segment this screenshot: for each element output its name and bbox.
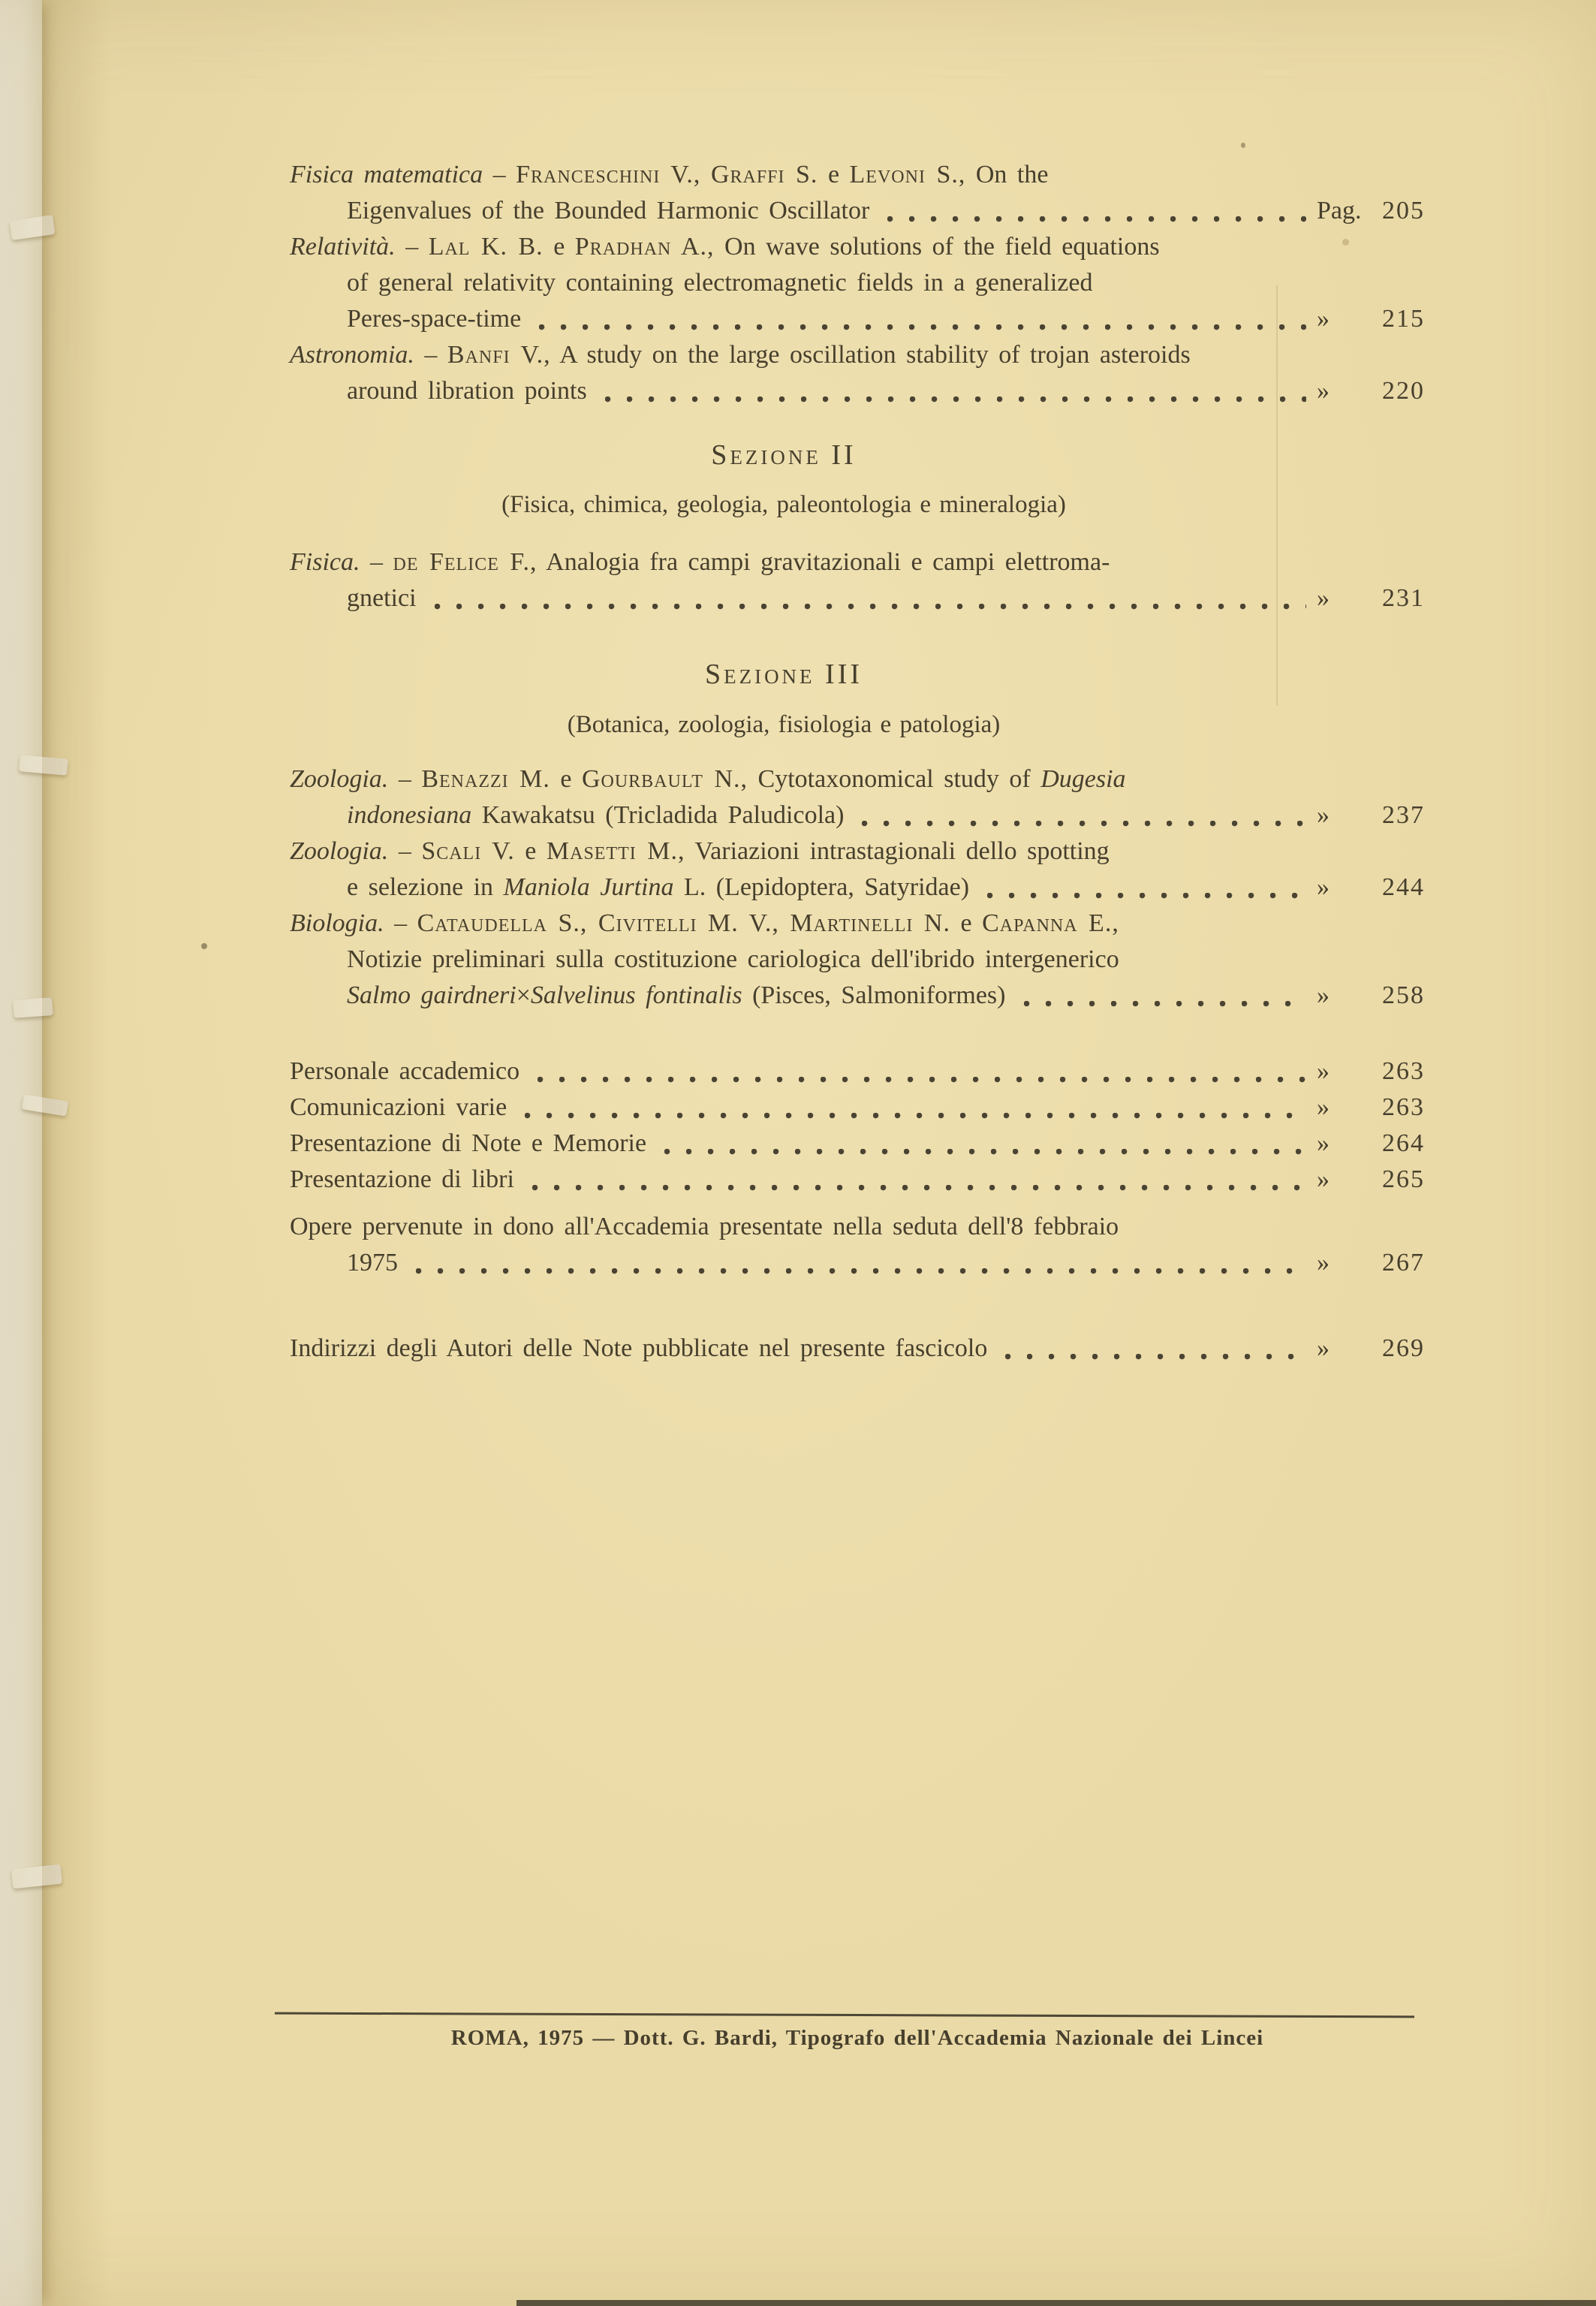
toc-section-2-entries [290, 544, 1425, 616]
toc-line [290, 833, 1425, 870]
toc-section-1-entries [290, 157, 1425, 409]
toc-line [290, 1054, 1425, 1090]
page-ref-label: » [1317, 981, 1329, 1009]
page-number: 264 [1382, 1129, 1425, 1157]
section-2-heading: Sezione II [711, 439, 857, 471]
page-ref-label: » [1317, 1249, 1329, 1277]
page-number: 220 [1382, 377, 1425, 405]
toc-line [290, 761, 1425, 797]
toc-line-text: e selezione in Maniola Jurtina L. (Lepidoptera, Satyridae) [347, 873, 970, 901]
toc-line-text: Presentazione di libri [290, 1165, 514, 1193]
page-number: 205 [1382, 197, 1425, 225]
section-2-subtitle: (Fisica, chimica, geologia, paleontologia e mineralogia) [501, 491, 1066, 518]
toc-line [290, 978, 1425, 1014]
toc-line-text: gnetici [347, 584, 417, 612]
toc-line-text: Presentazione di Note e Memorie [290, 1129, 647, 1157]
toc-line-text: Astronomia. – Banfi V., A study on the large oscillation stability of trojan asteroids [290, 341, 1191, 369]
page-ref-label: » [1317, 377, 1329, 405]
toc-line [290, 373, 1425, 409]
dot-leader [535, 300, 1306, 330]
toc-line-text: Fisica. – de Felice F., Analogia fra campi gravitazionali e campi elettroma- [290, 548, 1110, 576]
scan-bottom-edge [516, 2300, 1596, 2306]
dot-leader [528, 1161, 1306, 1191]
toc-line [290, 942, 1425, 978]
toc-misc-entries [290, 1054, 1425, 1198]
page-number: 269 [1382, 1334, 1425, 1362]
torn-paper-edge [0, 0, 42, 2306]
page-number: 231 [1382, 584, 1425, 612]
toc-opere-entry [290, 1209, 1425, 1281]
page-ref-label: » [1317, 873, 1329, 901]
toc-line [290, 1245, 1425, 1281]
toc-line [290, 1090, 1425, 1126]
dot-leader [1019, 977, 1307, 1007]
toc-section-3-entries [290, 761, 1425, 1014]
page-number: 244 [1382, 873, 1425, 901]
dot-leader [983, 869, 1306, 899]
toc-line-text: Indirizzi degli Autori delle Note pubblicate nel presente fascicolo [290, 1334, 988, 1362]
section-3-subtitle: (Botanica, zoologia, fisiologia e patologia) [567, 711, 1001, 738]
toc-indirizzi-entry [290, 1331, 1425, 1367]
page-number: 258 [1382, 981, 1425, 1009]
imprint-line: ROMA, 1975 — Dott. G. Bardi, Tipografo dell'Accademia Nazionale dei Lincei [450, 2026, 1264, 2050]
dot-leader [883, 192, 1306, 222]
page-ref-label: » [1317, 584, 1329, 612]
page-ref-label: » [1317, 1057, 1329, 1085]
toc-line [290, 580, 1425, 616]
toc-line-text: Zoologia. – Scali V. e Masetti M., Variazioni intrastagionali dello spotting [290, 837, 1110, 865]
page-ref-label: Pag. [1317, 197, 1362, 225]
paper-speck [1241, 143, 1245, 148]
toc-line-text: Eigenvalues of the Bounded Harmonic Oscillator [347, 197, 870, 225]
footer-rule [275, 2012, 1414, 2018]
dot-leader [660, 1125, 1306, 1155]
toc-line-text: Zoologia. – Benazzi M. e Gourbault N., Cytotaxonomical study of Dugesia [290, 765, 1126, 793]
dot-leader [533, 1053, 1306, 1083]
toc-line-text: Personale accademico [290, 1057, 520, 1085]
toc-line-text: Notizie preliminari sulla costituzione cariologica dell'ibrido intergenerico [347, 945, 1119, 973]
toc-line-text: indonesiana Kawakatsu (Tricladida Paludicola) [347, 801, 845, 829]
edge-shadow [42, 0, 111, 2306]
page-number: 263 [1382, 1057, 1425, 1085]
page-ref-label: » [1317, 1129, 1329, 1157]
toc-line [290, 1209, 1425, 1245]
page-number: 263 [1382, 1093, 1425, 1121]
dot-leader [411, 1244, 1306, 1274]
page-ref-label: » [1317, 801, 1329, 829]
toc-line-text: Biologia. – Cataudella S., Civitelli M. V., Martinelli N. e Capanna E., [290, 909, 1119, 937]
toc-line-text: of general relativity containing electromagnetic fields in a generalized [347, 269, 1093, 297]
toc-line [290, 906, 1425, 942]
dot-leader [520, 1089, 1306, 1119]
toc-line [290, 544, 1425, 580]
toc-line [290, 265, 1425, 301]
toc-line-text: around libration points [347, 377, 587, 405]
toc-line-text: Salmo gairdneri×Salvelinus fontinalis (Pisces, Salmoniformes) [347, 981, 1006, 1009]
dot-leader [601, 372, 1306, 402]
section-3-heading: Sezione III [704, 659, 863, 690]
toc-line-text: Opere pervenute in dono all'Accademia presentate nella seduta dell'8 febbraio [290, 1213, 1119, 1240]
page-ref-label: » [1317, 1334, 1329, 1362]
toc-line [290, 337, 1425, 373]
toc-line-text: Comunicazioni varie [290, 1093, 507, 1121]
toc-line [290, 1126, 1425, 1162]
toc-line-text: Peres-space-time [347, 305, 522, 333]
toc-line [290, 301, 1425, 337]
toc-line-text: Fisica matematica – Franceschini V., Graffi S. e Levoni S., On the [290, 161, 1049, 188]
toc-line [290, 193, 1425, 229]
toc-line [290, 157, 1425, 193]
page-number: 267 [1382, 1249, 1425, 1277]
page-number: 237 [1382, 801, 1425, 829]
page-ref-label: » [1317, 305, 1329, 333]
toc-line [290, 229, 1425, 265]
page-number: 265 [1382, 1165, 1425, 1193]
toc-line [290, 870, 1425, 906]
toc-line [290, 1331, 1425, 1367]
page-number: 215 [1382, 305, 1425, 333]
toc-line [290, 1162, 1425, 1198]
dot-leader [430, 580, 1306, 610]
toc-line [290, 797, 1425, 833]
paper-speck [201, 943, 207, 949]
page-ref-label: » [1317, 1093, 1329, 1121]
dot-leader [857, 797, 1306, 827]
page-ref-label: » [1317, 1165, 1329, 1193]
dot-leader [1001, 1330, 1306, 1360]
toc-line-text: 1975 [347, 1249, 398, 1277]
toc-line-text: Relatività. – Lal K. B. e Pradhan A., On wave solutions of the field equations [290, 233, 1160, 261]
